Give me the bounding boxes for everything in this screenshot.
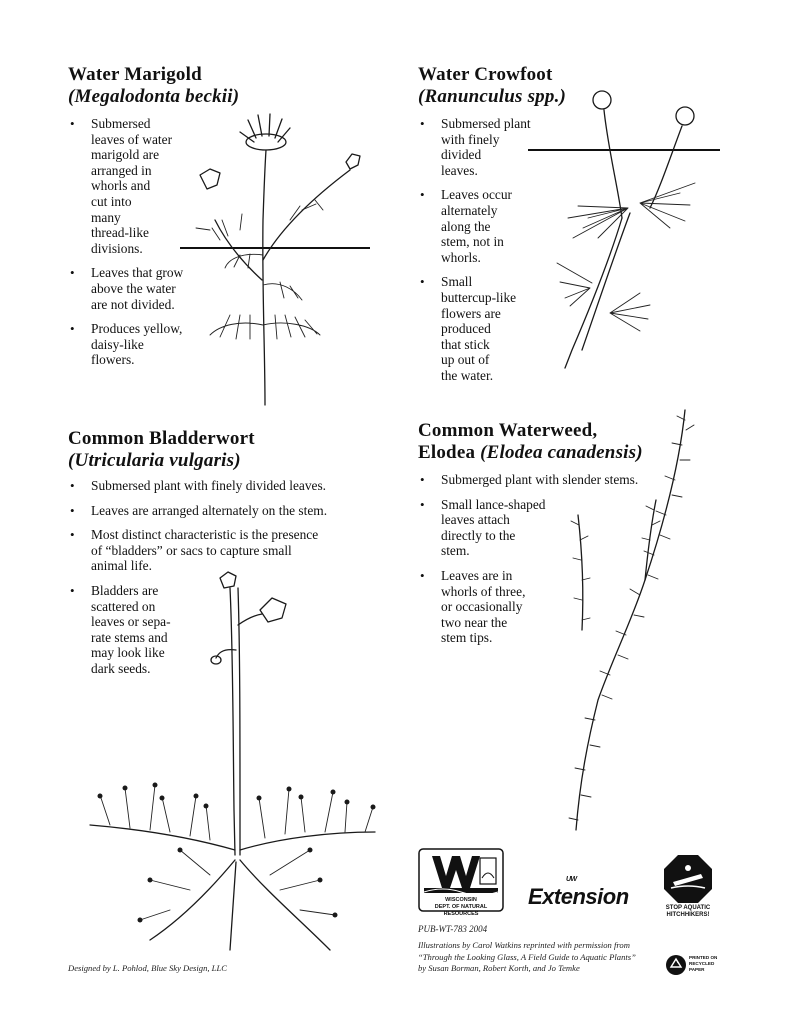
recycled-line1: PRINTED ON [689, 955, 718, 960]
dnr-logo-line2: DEPT. OF NATURAL RESOURCES [434, 904, 488, 917]
marigold-scientific-name: (Megalodonta beckii) [68, 86, 240, 107]
illustration-credit-line1: Illustrations by Carol Watkins reprinted with permission from [418, 940, 630, 950]
designer-credit-text: Designed by L. Pohlod, Blue Sky Design, LLC [68, 963, 227, 973]
crowfoot-scientific-name: (Ranunculus spp.) [418, 86, 567, 107]
list-item: • Small buttercup-like flowers are produced that stick up out of the water. [418, 274, 568, 383]
crowfoot-common-name: Water Crowfoot [418, 64, 553, 85]
list-item: • Submerged plant with slender stems. [418, 472, 688, 488]
list-item: • Bladders are scattered on leaves or sepa- rate stems and may look like dark seeds. [68, 583, 388, 677]
uw-extension-word: Extension [528, 884, 629, 909]
bladderwort-illustration [70, 570, 390, 970]
dnr-logo-line1: WISCONSIN [445, 897, 477, 903]
waterweed-common-name-line1: Common Waterweed, [418, 420, 598, 441]
list-item: • Most distinct characteristic is the presence of “bladders” or sacs to capture small animal life. [68, 527, 388, 574]
waterweed-scientific-name: (Elodea canadensis) [480, 442, 643, 463]
illustration-credit-line2: “Through the Looking Glass, A Field Guide to Aquatic Plants” [418, 951, 636, 962]
list-item: • Small lance-shaped leaves attach directly to the stem. [418, 497, 688, 559]
list-item: • Submersed plant with finely divided leaves. [418, 116, 568, 178]
bladderwort-common-name: Common Bladderwort [68, 428, 255, 449]
recycled-paper-text [689, 955, 723, 973]
hitchhikers-line1: STOP AQUATIC [665, 905, 711, 911]
bladderwort-title [68, 428, 255, 472]
stop-aquatic-hitchhikers-logo [663, 854, 713, 904]
recycled-line2: RECYCLED [689, 961, 715, 966]
list-item: • Leaves are arranged alternately on the stem. [68, 503, 388, 519]
list-item: • Submersed plant with finely divided leaves. [68, 478, 388, 494]
marigold-illustration [170, 110, 380, 410]
recycled-line3: PAPER [689, 967, 705, 972]
hitchhikers-line2: HITCHHIKERS! [666, 912, 710, 918]
illustration-credit-line3: by Susan Borman, Robert Korth, and Jo Temke [418, 963, 580, 973]
publication-id [418, 924, 487, 936]
list-item: • Produces yellow, daisy-like flowers. [68, 321, 218, 368]
list-item: • Leaves that grow above the water are not divided. [68, 265, 218, 312]
illustration-credit [418, 940, 658, 975]
uw-extension-prefix: UW [566, 876, 577, 883]
waterweed-illustration [540, 400, 710, 840]
hitchhikers-text [652, 905, 724, 919]
crowfoot-illustration [510, 88, 725, 373]
recycled-paper-logo [665, 954, 687, 976]
publication-id-text: PUB-WT-783 2004 [418, 924, 488, 934]
bladderwort-scientific-name: (Utricularia vulgaris) [68, 450, 241, 471]
uw-extension-logo [528, 876, 629, 910]
marigold-common-name: Water Marigold [68, 64, 202, 85]
list-item: • Leaves are in whorls of three, or occasionally two near the stem tips. [418, 568, 688, 646]
designer-credit [68, 963, 227, 975]
list-item: • Leaves occur alternately along the stem, not in whorls. [418, 187, 568, 265]
list-item: • Submersed leaves of water marigold are arranged in whorls and cut into many thread-like divisions. [68, 116, 218, 256]
waterweed-common-name-line2: Elodea [418, 442, 476, 463]
marigold-title [68, 64, 239, 108]
dnr-logo-text [418, 897, 504, 918]
